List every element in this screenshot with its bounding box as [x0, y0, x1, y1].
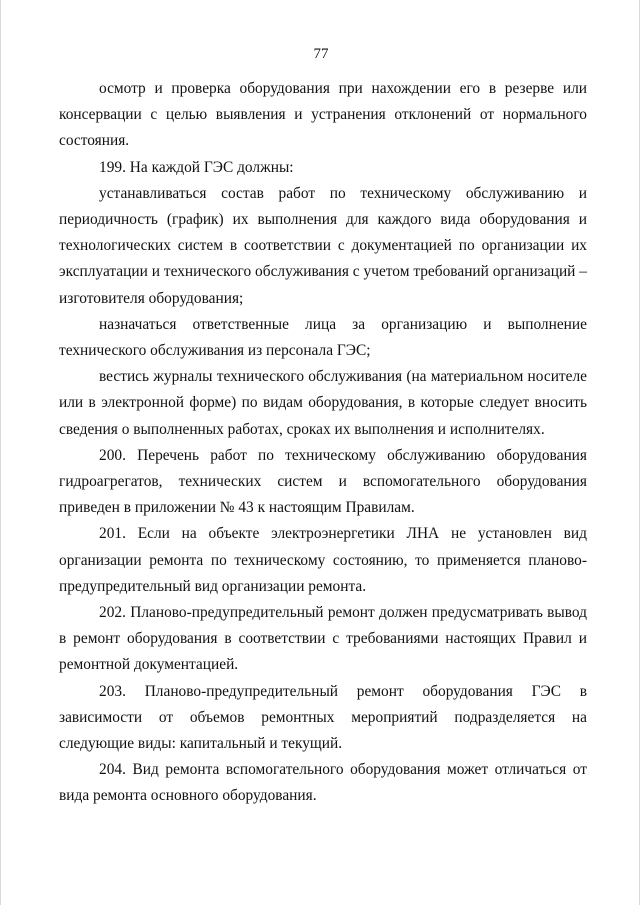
paragraph-inspection-continuation: осмотр и проверка оборудования при нахождении его в резерве или консервации с целью выявления и устранения отклонений от нормального состояния.	[59, 80, 587, 150]
page-number: 77	[313, 46, 329, 62]
paragraph-203: 203. Планово-предупредительный ремонт оборудования ГЭС в зависимости от объемов ремонтных мероприятий подразделяется на следующие виды: капитальный и текущий.	[59, 682, 587, 753]
paragraph-200: 200. Перечень работ по техническому обслуживанию оборудования гидроагрегатов, технических систем и вспомогательного оборудования приведен в приложении № 43 к настоящим Правилам.	[59, 446, 587, 517]
paragraph-201: 201. Если на объекте электроэнергетики ЛНА не установлен вид организации ремонта по техническому состоянию, то применяется планово-предупредительный вид организации ремонта.	[59, 525, 587, 595]
paragraph-199-item-3: вестись журналы технического обслуживания (на материальном носителе или в электронной форме) по видам оборудования, в которые следует вносить сведения о выполненных работах, сроках их выполнения и исполнителях.	[59, 368, 587, 438]
paragraph-199-item-2: назначаться ответственные лица за организацию и выполнение технического обслуживания из персонала ГЭС;	[59, 315, 587, 360]
paragraph-199: 199. На каждой ГЭС должны:	[99, 158, 294, 176]
paragraph-204: 204. Вид ремонта вспомогательного оборудования может отличаться от вида ремонта основного оборудования.	[59, 761, 587, 805]
paragraph-202: 202. Планово-предупредительный ремонт должен предусматривать вывод в ремонт оборудования в соответствии с требованиями настоящих Правил и ремонтной документацией.	[59, 604, 587, 674]
paragraph-199-item-1: устанавливаться состав работ по техническому обслуживанию и периодичность (график) их выполнения для каждого вида оборудования и технологических систем в соответствии с документацией по организации их эксплуатации и технического обслуживания с учетом требований организаций – изготовителя оборудования;	[59, 184, 587, 307]
document-body	[59, 76, 587, 810]
